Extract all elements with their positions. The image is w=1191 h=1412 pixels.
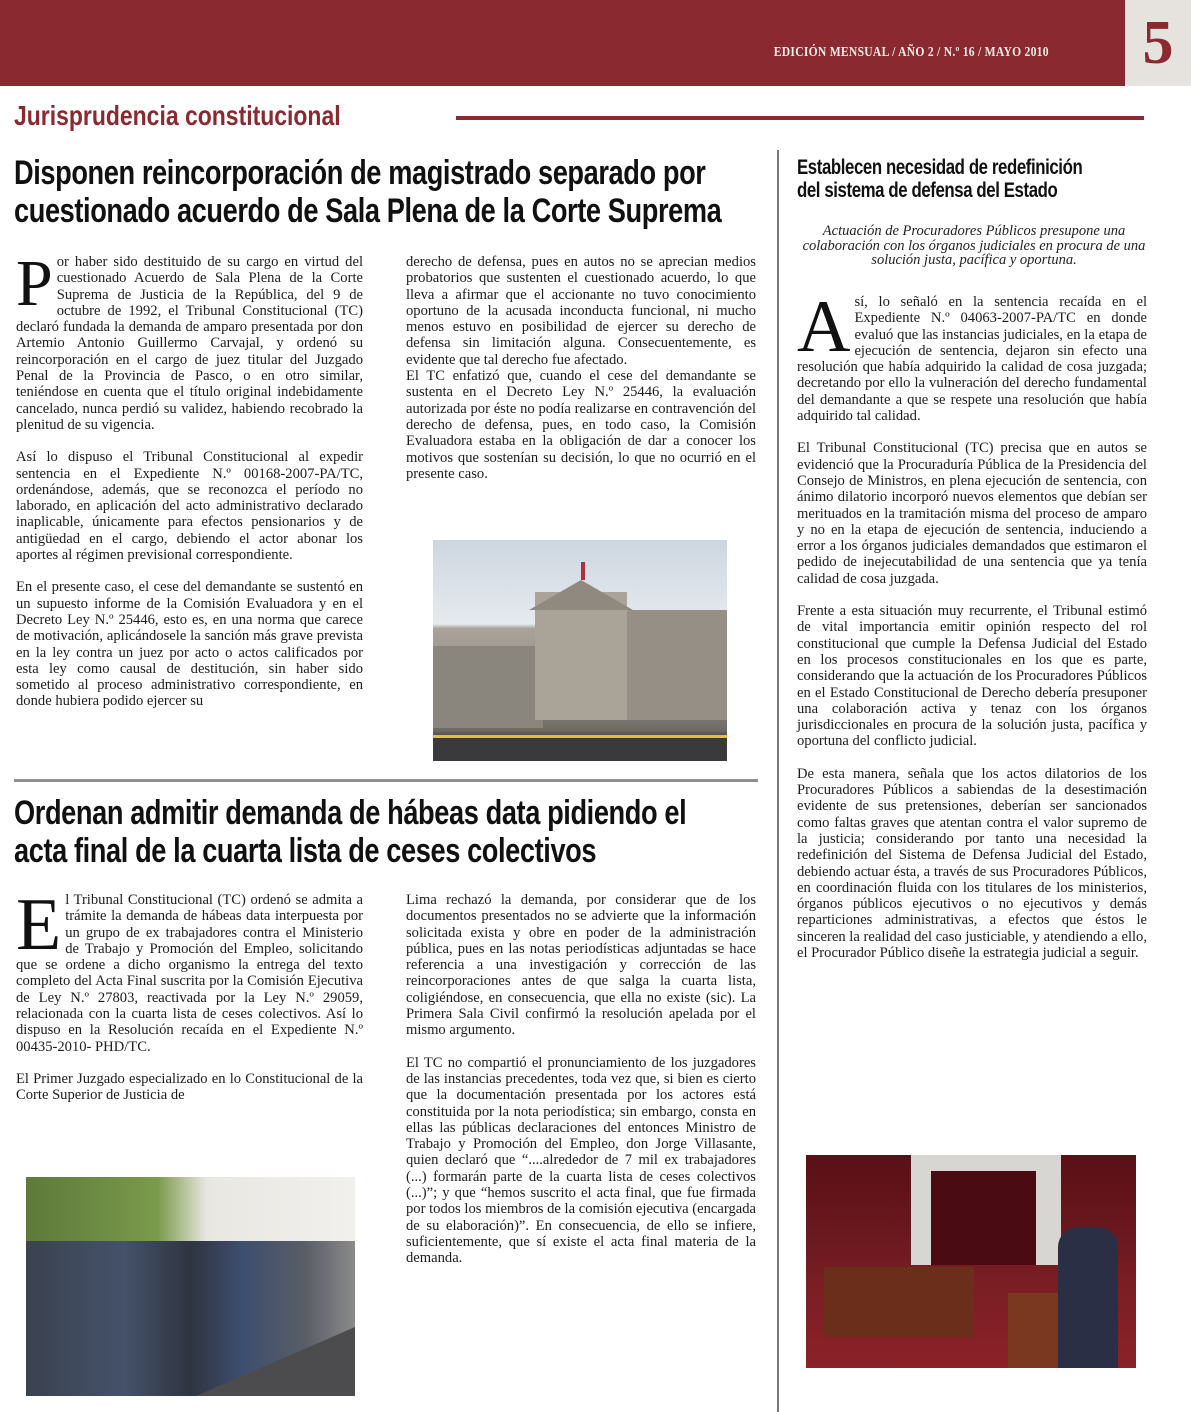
article2-headline-line2: acta final de la cuarta lista de ceses colectivos [14,832,597,870]
palacio-de-justicia-photo [433,540,727,761]
article2-paragraph-2: El Primer Juzgado especializado en lo Constitucional de la Corte Superior de Justicia de [16,1070,363,1104]
article3-column [797,286,1147,961]
article3-headline [797,156,1082,202]
article2-column1 [16,884,363,1104]
edition-line: EDICIÓN MENSUAL / AÑO 2 / N.º 16 / MAYO 2010 [773,44,1049,59]
article1-column2 [406,254,756,482]
masthead-band [0,0,1125,86]
article3-headline-line1: Establecen necesidad de redefinición [797,156,1083,179]
flag-icon [581,562,585,580]
page-number: 5 [1142,9,1174,77]
article3-paragraph-4: De esta manera, señala que los actos dilatorios de los Procuradores Públicos a sabiendas de la desestimación evidente de sus pretensiones, deberían ser sancionados como faltas graves que atentan contra el valor supremo de la justicia; considerando por tanto una necesidad la redefinición del Sistema de Defensa Judicial del Estado, debiendo actuar ésta, a través de sus Procuradores Públicos, en coordinación fluida con los titulares de los ministerios, órganos públicos ejecutivos o no ejecutivos y demás reparticiones administrativas, a efectos que éstos le sinceren la realidad del caso justiciable, y atendiendo a ello, el Procurador Público diseñe la estrategia judicial a seguir. [797,765,1147,961]
article1-headline [14,154,721,230]
article-divider-horizontal [14,779,758,782]
article1-paragraph-3: En el presente caso, el cese del demandante se sustentó en un supuesto informe de la Comisión Evaluadora y en el Decreto Ley N.º 25446, esto es, en una norma que carece de motivación, aplicándosele la sanción más grave prevista en la ley contra un juez por acto o actos calificados por esta ley como causal de destitución, sin haber sido sometido al proceso administrativo correspondiente, en donde hubiera podido ejercer su [16,579,363,710]
article2-paragraph-3: Lima rechazó la demanda, por considerar que de los documentos presentados no se advierte que la información solicitada exista y obre en poder de la administración pública, pues en las notas periodísticas adjuntadas se hace referencia a una investigación y corrección de las reincorporaciones antes de que salga la cuarta lista, coligiéndose, en consecuencia, que ella no existe (sic). La Primera Sala Civil confirmó la resolución apelada por el mismo argumento. [406,892,756,1039]
article3-dropcap: A [797,286,851,368]
article1-paragraph-4: derecho de defensa, pues en autos no se aprecian medios probatorios que sustenten el cuestionado acuerdo, lo que lleva a afirmar que el accionante no tuvo conocimiento oportuno de la acusada inconducta funcional, ni mucho menos estuvo en posibilidad de ejercer su derecho de defensa sin limitación alguna. Consecuentemente, es evidente que tal derecho fue afectado. [406,254,756,368]
column-divider-vertical [777,150,779,1412]
article2-headline [14,794,686,870]
article2-dropcap: E [16,884,62,966]
article3-paragraph-2: El Tribunal Constitucional (TC) precisa que en autos se evidenció que la Procuraduría Pública de la Presidencia del Consejo de Ministros, en plena ejecución de sentencia, con ánimo dilatorio incorporó nuevos elementos que debían ser merituados en la tramitación misma del proceso de amparo y no en la etapa de ejecución de sentencia, induciendo a error a los órganos judiciales demandados que estimaron el pedido de inejecutabilidad de una sentencia que ya tenía calidad de cosa juzgada. [797,440,1147,587]
article2-paragraph-4: El TC no compartió el pronunciamiento de los juzgadores de las instancias precedentes, toda vez que, si bien es cierto que la documentación presentada por los actores está constituida por la nota periodística; sin embargo, consta en ellas las públicas declaraciones del entonces Ministro de Trabajo y Promoción del Empleo, don Jorge Villasante, quien declaró que “....alrededor de 7 mil ex trabajadores (...) formarán parte de la cuarta lista de ceses colectivos (...)”; y que “hemos suscrito el acta final, que fue firmada por todos los miembros de la comisión ejecutiva (encargada de su elaboración)”. En consecuencia, de ello se infiere, suficientemente, que sí existe el acta final materia de la demanda. [406,1054,756,1267]
section-title: Jurisprudencia constitucional [14,100,341,131]
section-header [14,98,412,134]
article1-headline-line1: Disponen reincorporación de magistrado separado por [14,154,706,192]
tribunal-hearing-photo [806,1155,1136,1368]
article2-paragraph-1: El Tribunal Constitucional (TC) ordenó se admita a trámite la demanda de hábeas data interpuesta por un grupo de ex trabajadores contra el Ministerio de Trabajo y Promoción del Empleo, solicitando que se ordene a dicho organismo la entrega del texto completo del Acta Final suscrita por la Comisión Ejecutiva de Ley N.º 27803, reactivada por la Ley N.º 29059, relacionada con la cuarta lista de ceses colectivos. Así lo dispuso en la Resolución recaída en el Expediente N.º 00435-2010- PHD/TC. [16,884,363,1055]
ex-trabajadores-protest-photo [26,1177,355,1396]
article1-paragraph-1: Por haber sido destituido de su cargo en virtud del cuestionado Acuerdo de Sala Plena de la Corte Suprema de Justicia de la República, del 9 de octubre de 1992, el Tribunal Constitucional (TC) declaró fundada la demanda de amparo presentada por don Artemio Antonio Guillermo Carvajal, y ordenó su reincorporación en el cargo de juez titular del Juzgado Penal de la Provincia de Pasco, o en otro similar, teniéndose en cuenta que el título original indebidamente cancelado, nunca perdió su validez, habiendo recobrado la plenitud de su vigencia. [16,247,363,433]
page-number-box [1125,0,1191,86]
section-rule [456,116,1144,120]
article1-headline-line2: cuestionado acuerdo de Sala Plena de la Corte Suprema [14,192,722,230]
article3-headline-line2: del sistema de defensa del Estado [797,179,1058,202]
article1-paragraph-5: El TC enfatizó que, cuando el cese del demandante se sustenta en el Decreto Ley N.º 25446, la evaluación autorizada por éste no podía realizarse en contravención del derecho de defensa, pues, en todo caso, la Comisión Evaluadora estaba en la obligación de dar a conocer los motivos que sostenían su decisión, lo que no ocurrió en el presente caso. [406,368,756,482]
article2-column2 [406,892,756,1267]
article3-paragraph-1: Así, lo señaló en la sentencia recaída en el Expediente N.º 04063-2007-PA/TC en donde evaluó que las instancias judiciales, en la etapa de ejecución de sentencia, dejaron sin efecto una resolución que había adquirido la calidad de cosa juzgada; decretando por ello la vulneración del derecho fundamental del demandante a que se respete una resolución que había adquirido tal calidad. [797,286,1147,425]
article1-paragraph-2: Así lo dispuso el Tribunal Constitucional al expedir sentencia en el Expediente N.º 00168-2007-PA/TC, ordenándose, además, que se reconozca el período no laborado, en aplicación del acto administrativo declarado inaplicable, únicamente para efectos pensionarios y de antigüedad en el cargo, debiendo el actor abonar los aportes al régimen previsional correspondiente. [16,449,363,564]
article3-deck: Actuación de Procuradores Públicos presupone una colaboración con los órganos judiciales en procura de una solución justa, pacífica y oportuna. [802,223,1146,268]
article3-paragraph-3: Frente a esta situación muy recurrente, el Tribunal estimó de vital importancia emitir opinión respecto del rol constitucional que cumple la Defensa Judicial del Estado en los procesos constitucionales en los que es parte, considerando que la actuación de los Procuradores Públicos en el Estado Constitucional de Derecho debería presuponer una colaboración activa y tenaz con los órganos jurisdiccionales en procura de la solución justa, pacífica y oportuna del conflicto judicial. [797,603,1147,750]
article2-headline-line1: Ordenan admitir demanda de hábeas data pidiendo el [14,794,687,832]
article1-dropcap: P [16,247,53,320]
article1-column1 [16,247,363,710]
